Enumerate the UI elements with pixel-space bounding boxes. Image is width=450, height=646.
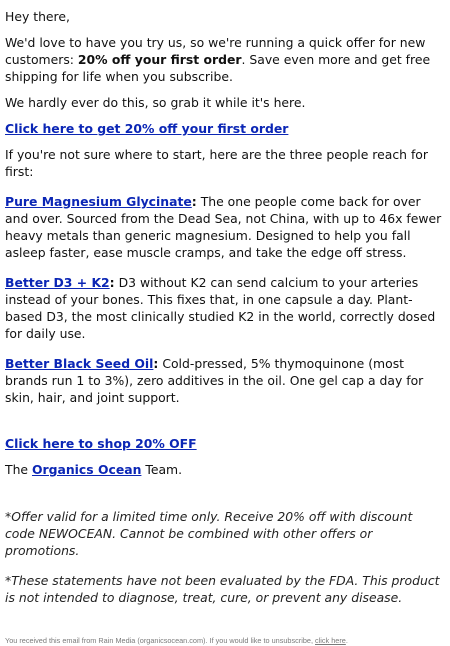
greeting: Hey there, [5, 9, 70, 24]
note-paragraph: We hardly ever do this, so grab it while it's here. [5, 95, 306, 110]
intro-text-1: We'd love to have you try us, so we're running a quick offer for new customers: [5, 35, 426, 67]
product-desc: D3 without K2 can send calcium to your arteries instead of your bones. This fixes that, in one capsule a day. Plant-based D3, the most clinically studied K2 in the world, correctly dosed for daily use. [5, 275, 436, 341]
intro-offer-bold: 20% off your first order [77, 52, 242, 67]
product-desc: Cold-pressed, 5% thymoquinone (most brands run 1 to 3%), zero additives in the oil. One gel cap a day for skin, hair, and joint support. [5, 356, 424, 405]
product-sep: : [109, 275, 115, 290]
product-link-magnesium[interactable]: Pure Magnesium Glycinate [5, 194, 192, 209]
signoff-pre: The [5, 462, 32, 477]
intro-paragraph [5, 34, 446, 85]
disclaimer-offer: *Offer valid for a limited time only. Receive 20% off with discount code NEWOCEAN. Cannot be combined with other offers or promotions. [5, 509, 413, 558]
cta-paragraph-1 [5, 120, 446, 137]
footer [5, 636, 446, 646]
product-sep: : [191, 194, 197, 209]
lead-paragraph: If you're not sure where to start, here are the three people reach for first: [5, 147, 428, 179]
signoff-post: Team. [141, 462, 183, 477]
disclaimer-fda: *These statements have not been evaluated by the FDA. This product is not intended to diagnose, treat, cure, or prevent any disease. [5, 573, 440, 605]
product-desc: The one people come back for over and over. Sourced from the Dead Sea, not China, with up to 46x fewer heavy metals than generic magnesium. Designed to help you fall asleep faster, ease muscle cramps, and take the edge off stress. [5, 194, 442, 260]
intro-text-2: . Save even more and get free shipping for life when you subscribe. [5, 52, 431, 84]
product-link-black-seed-oil[interactable]: Better Black Seed Oil [5, 356, 154, 371]
product-black-seed-oil [5, 355, 446, 406]
product-sep: : [153, 356, 159, 371]
cta-first-order-link[interactable]: Click here to get 20% off your first order [5, 121, 289, 136]
cta-paragraph-2 [5, 435, 446, 452]
product-magnesium [5, 193, 446, 261]
cta-shop-link[interactable]: Click here to shop 20% OFF [5, 436, 197, 451]
footer-end: . [345, 636, 348, 645]
unsubscribe-link[interactable]: click here [315, 636, 346, 645]
product-d3k2 [5, 274, 446, 342]
footer-text: You received this email from Rain Media (organicsocean.com). If you would like to unsubscribe, [5, 636, 315, 645]
signoff [5, 461, 446, 478]
product-link-d3k2[interactable]: Better D3 + K2 [5, 275, 110, 290]
brand-link[interactable]: Organics Ocean [31, 462, 142, 477]
